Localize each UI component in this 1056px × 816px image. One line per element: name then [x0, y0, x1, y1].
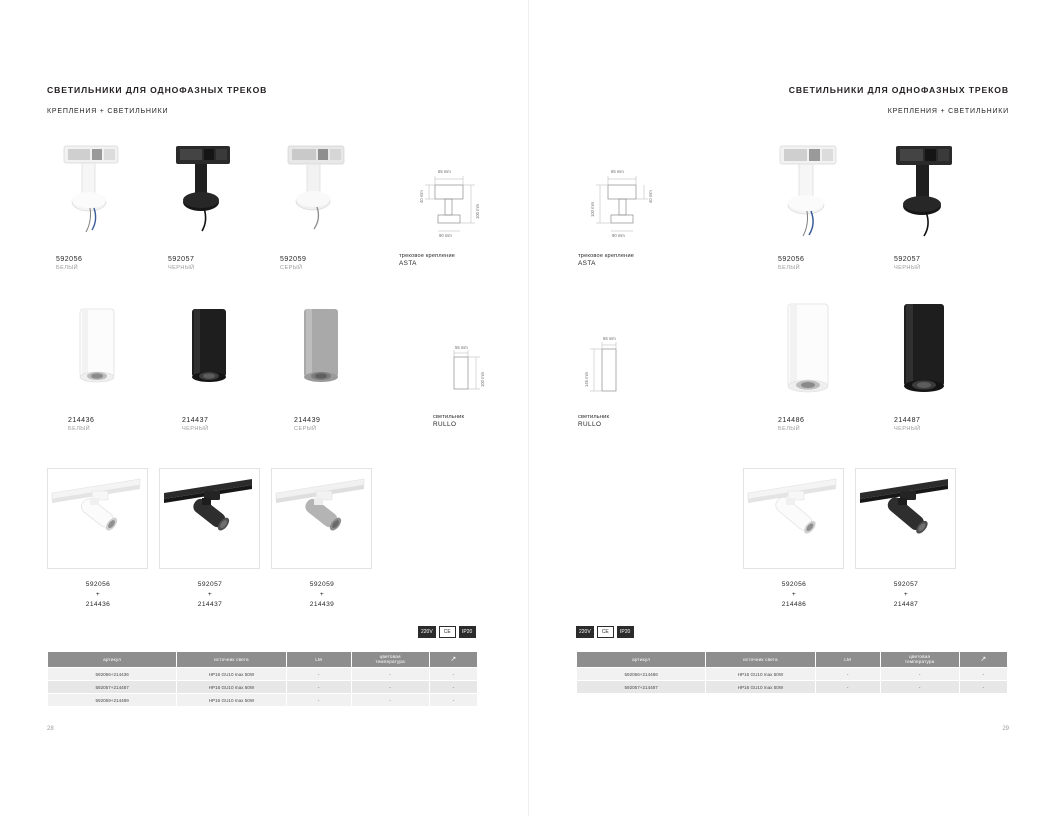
set-code-top: 592057	[893, 581, 919, 588]
cell-lightsource: HP16 GU10 max 50W	[706, 668, 815, 681]
assembly-label-black	[861, 580, 951, 610]
page-title: СВЕТИЛЬНИКИ ДЛЯ ОДНОФАЗНЫХ ТРЕКОВ	[788, 85, 1009, 95]
cell-cct: -	[351, 694, 429, 707]
assembly-photo-white	[47, 468, 148, 569]
dimension-width: 55 mm	[603, 336, 616, 341]
badge-voltage: 220V	[418, 626, 436, 638]
badge-ce: CE	[439, 626, 456, 638]
drawing-caption-adapter	[399, 253, 455, 267]
dimension-left: 100 mm	[590, 201, 595, 217]
th-lm: LM	[815, 652, 880, 668]
dimension-top: 65 mm	[438, 169, 451, 174]
th-article: артикул	[48, 652, 177, 668]
code-text: 592056	[778, 256, 805, 263]
product-photo-adapter-black	[886, 140, 971, 245]
th-lm: LM	[286, 652, 351, 668]
th-cct: цветовая температура	[880, 652, 959, 668]
dimension-width: 55 mm	[455, 345, 468, 350]
table-header-row	[577, 652, 1008, 668]
assembly-photo-grey	[271, 468, 372, 569]
cell-article: 592057+214487	[48, 681, 177, 694]
dimension-height: 100 mm	[480, 371, 485, 387]
product-code-adapter-grey	[280, 256, 306, 271]
cell-beam: -	[429, 681, 477, 694]
caption-line-2: ASTA	[399, 260, 417, 267]
color-text: ЧЕРНЫЙ	[182, 426, 209, 432]
set-code-bottom: 214436	[85, 601, 111, 608]
code-text: 592059	[280, 256, 307, 263]
product-code-adapter-white	[778, 256, 804, 271]
product-photo-adapter-grey	[280, 140, 360, 240]
product-photo-luminaire-white	[776, 298, 846, 408]
certification-badges	[576, 626, 634, 638]
product-code-adapter-white	[56, 256, 82, 271]
th-cct: цветовая температура	[351, 652, 429, 668]
page-subtitle: КРЕПЛЕНИЯ + СВЕТИЛЬНИКИ	[887, 108, 1009, 115]
caption-line-2: RULLO	[578, 421, 602, 428]
set-plus: +	[207, 591, 213, 598]
page-subtitle: КРЕПЛЕНИЯ + СВЕТИЛЬНИКИ	[47, 108, 169, 115]
product-photo-luminaire-grey	[294, 305, 354, 400]
table-row	[48, 681, 478, 694]
color-text: ЧЕРНЫЙ	[168, 265, 195, 271]
cell-beam: -	[429, 668, 477, 681]
set-code-bottom: 214486	[781, 601, 807, 608]
table-row	[48, 668, 478, 681]
dimension-height: 145 mm	[584, 371, 589, 387]
set-code-top: 592056	[781, 581, 807, 588]
code-text: 214487	[894, 417, 921, 424]
product-code-luminaire-white	[68, 417, 94, 432]
spec-table	[47, 651, 478, 707]
product-photo-luminaire-black	[892, 298, 962, 408]
product-code-luminaire-grey	[294, 417, 320, 432]
dimension-right: 100 mm	[475, 203, 480, 219]
color-text: СЕРЫЙ	[294, 426, 317, 432]
assembly-photo-black	[159, 468, 260, 569]
cell-cct: -	[351, 668, 429, 681]
code-text: 214486	[778, 417, 805, 424]
caption-line-1: светильник	[433, 414, 465, 420]
spec-table	[576, 651, 1008, 694]
technical-drawing-adapter	[576, 165, 666, 255]
set-code-bottom: 214439	[309, 601, 335, 608]
th-beam-icon: ↗	[429, 652, 477, 668]
color-text: БЕЛЫЙ	[56, 265, 79, 271]
table-row	[48, 694, 478, 707]
technical-drawing-luminaire	[576, 335, 646, 415]
set-code-top: 592057	[197, 581, 223, 588]
product-code-luminaire-white	[778, 417, 804, 432]
th-lightsource: источник света	[177, 652, 286, 668]
set-code-bottom: 214487	[893, 601, 919, 608]
product-code-adapter-black	[894, 256, 921, 271]
badge-ip: IP20	[459, 626, 476, 638]
right-page	[528, 0, 1056, 816]
set-code-top: 592059	[309, 581, 335, 588]
dimension-top: 65 mm	[611, 169, 624, 174]
assembly-label-white	[53, 580, 143, 610]
table-row	[577, 681, 1008, 694]
cell-lm: -	[815, 681, 880, 694]
color-text: БЕЛЫЙ	[778, 265, 801, 271]
dimension-bottom: 90 mm	[612, 233, 625, 238]
cell-lm: -	[286, 668, 351, 681]
caption-line-1: трековое крепление	[399, 253, 456, 259]
cell-cct: -	[880, 681, 959, 694]
caption-line-2: RULLO	[433, 421, 457, 428]
dimension-bottom: 90 mm	[439, 233, 452, 238]
code-text: 214436	[68, 417, 95, 424]
technical-drawing-adapter	[405, 165, 495, 255]
product-photo-luminaire-black	[182, 305, 242, 400]
code-text: 592056	[56, 256, 83, 263]
set-code-top: 592056	[85, 581, 111, 588]
assembly-label-grey	[277, 580, 367, 610]
set-code-bottom: 214437	[197, 601, 223, 608]
product-code-adapter-black	[168, 256, 195, 271]
page-number-left: 28	[47, 726, 54, 732]
cell-lightsource: HP16 GU10 max 50W	[177, 694, 286, 707]
page-number-right: 29	[1002, 726, 1009, 732]
cell-beam: -	[959, 668, 1007, 681]
code-text: 592057	[894, 256, 921, 263]
code-text: 214437	[182, 417, 209, 424]
caption-line-1: светильник	[578, 414, 610, 420]
cell-cct: -	[351, 681, 429, 694]
assembly-photo-black	[855, 468, 956, 569]
set-plus: +	[319, 591, 325, 598]
set-plus: +	[791, 591, 797, 598]
product-photo-adapter-white	[56, 140, 136, 240]
th-lightsource: источник света	[706, 652, 815, 668]
cell-cct: -	[880, 668, 959, 681]
cell-article: 592057+214487	[577, 681, 706, 694]
product-photo-adapter-black	[168, 140, 248, 240]
color-text: ЧЕРНЫЙ	[894, 265, 921, 271]
dimension-left: 40 mm	[419, 190, 424, 203]
assembly-label-black	[165, 580, 255, 610]
product-photo-luminaire-white	[70, 305, 130, 400]
drawing-caption-luminaire	[578, 414, 609, 428]
code-text: 214439	[294, 417, 321, 424]
page-title: СВЕТИЛЬНИКИ ДЛЯ ОДНОФАЗНЫХ ТРЕКОВ	[47, 85, 268, 95]
dimension-right: 40 mm	[648, 190, 653, 203]
color-text: БЕЛЫЙ	[778, 426, 801, 432]
cell-beam: -	[959, 681, 1007, 694]
cell-lightsource: HP16 GU10 max 50W	[177, 668, 286, 681]
assembly-label-white	[749, 580, 839, 610]
cell-article: 592059+214489	[48, 694, 177, 707]
table-row	[577, 668, 1008, 681]
code-text: 592057	[168, 256, 195, 263]
product-photo-adapter-white	[770, 140, 855, 245]
badge-ip: IP20	[617, 626, 634, 638]
cell-lm: -	[286, 694, 351, 707]
color-text: ЧЕРНЫЙ	[894, 426, 921, 432]
table-header-row	[48, 652, 478, 668]
cell-lm: -	[815, 668, 880, 681]
assembly-photo-white	[743, 468, 844, 569]
cell-lm: -	[286, 681, 351, 694]
cell-article: 592056+214436	[48, 668, 177, 681]
drawing-caption-luminaire	[433, 414, 464, 428]
product-code-luminaire-black	[182, 417, 209, 432]
technical-drawing-luminaire	[440, 345, 500, 415]
certification-badges	[418, 626, 476, 638]
cell-article: 592056+214486	[577, 668, 706, 681]
set-plus: +	[95, 591, 101, 598]
cell-beam: -	[429, 694, 477, 707]
caption-line-1: трековое крепление	[578, 253, 635, 259]
badge-voltage: 220V	[576, 626, 594, 638]
drawing-caption-adapter	[578, 253, 634, 267]
color-text: СЕРЫЙ	[280, 265, 303, 271]
product-code-luminaire-black	[894, 417, 921, 432]
th-beam-icon: ↗	[959, 652, 1007, 668]
cell-lightsource: HP16 GU10 max 50W	[177, 681, 286, 694]
set-plus: +	[903, 591, 909, 598]
caption-line-2: ASTA	[578, 260, 596, 267]
cell-lightsource: HP16 GU10 max 50W	[706, 681, 815, 694]
color-text: БЕЛЫЙ	[68, 426, 91, 432]
badge-ce: CE	[597, 626, 614, 638]
th-article: артикул	[577, 652, 706, 668]
